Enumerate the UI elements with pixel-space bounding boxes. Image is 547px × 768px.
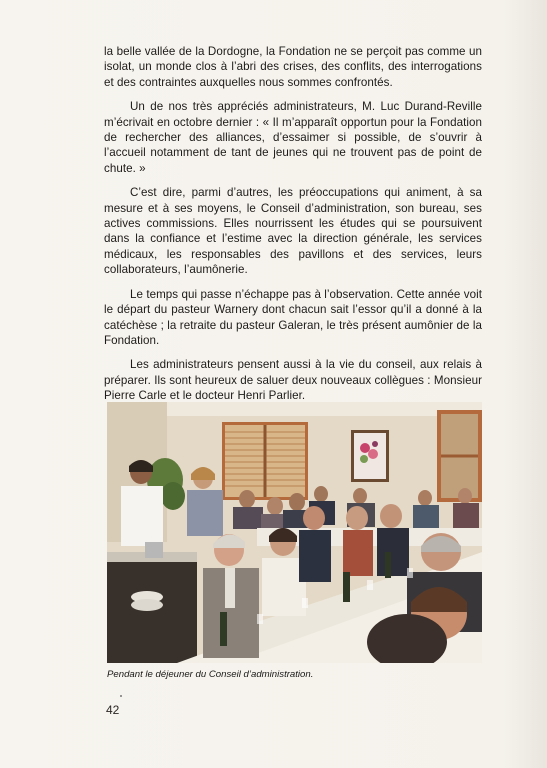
page-number: 42 [106,703,120,717]
dinner-photo [107,402,482,663]
paragraph-1: la belle vallée de la Dordogne, la Fondation ne se perçoit pas comme un isolat, un monde clos à l’abri des crises, des conflits, des interrogations et des contraintes auxquelles nous sommes confrontés. [104,45,482,89]
paragraph-4: Le temps qui passe n’échappe pas à l’observation. Cette année voit le départ du pasteur Warnery dont chacun sait l’essor qu’il a donné à la catéchèse ; la retraite du pasteur Galeran, le très présent aumônier de la Fondation. [104,287,482,347]
paragraph-2: Un de nos très appréciés administrateurs, M. Luc Durand-Reville m’écrivait en octobre dernier : « Il m’apparaît opportun pour la Fondation de rechercher des alliances, d’essaimer si possible, de s’ouvrir à l’accueil notamment de tant de jeunes qui ne trouvent pas de point de chute. » [104,100,482,175]
wall-painting [351,430,389,482]
dinner-photo-illustration [107,402,482,663]
photo-caption: Pendant le déjeuner du Conseil d’administration. [107,669,314,680]
window-blinds [222,422,308,500]
right-window [437,410,482,502]
body-text [104,44,482,413]
paragraph-5: Les administrateurs pensent aussi à la vie du conseil, aux relais à préparer. Ils sont heureux de saluer deux nouveaux collègues : Monsieur Pierre Carle et le docteur Henri Parlier. [104,358,482,403]
speck [120,695,122,697]
serving-cart [107,542,197,663]
paragraph-3: C’est dire, parmi d’autres, les préoccupations qui animent, à sa mesure et à ses moyens, le Conseil d’administration, son bureau, ses actives commissions. Elles nourrissent les études qui se poursuivent dans la confiance et l’estime avec la direction générale, les services médicaux, les responsables des pavillons et des services, leurs collaborateurs, l’aumônerie. [104,186,482,277]
